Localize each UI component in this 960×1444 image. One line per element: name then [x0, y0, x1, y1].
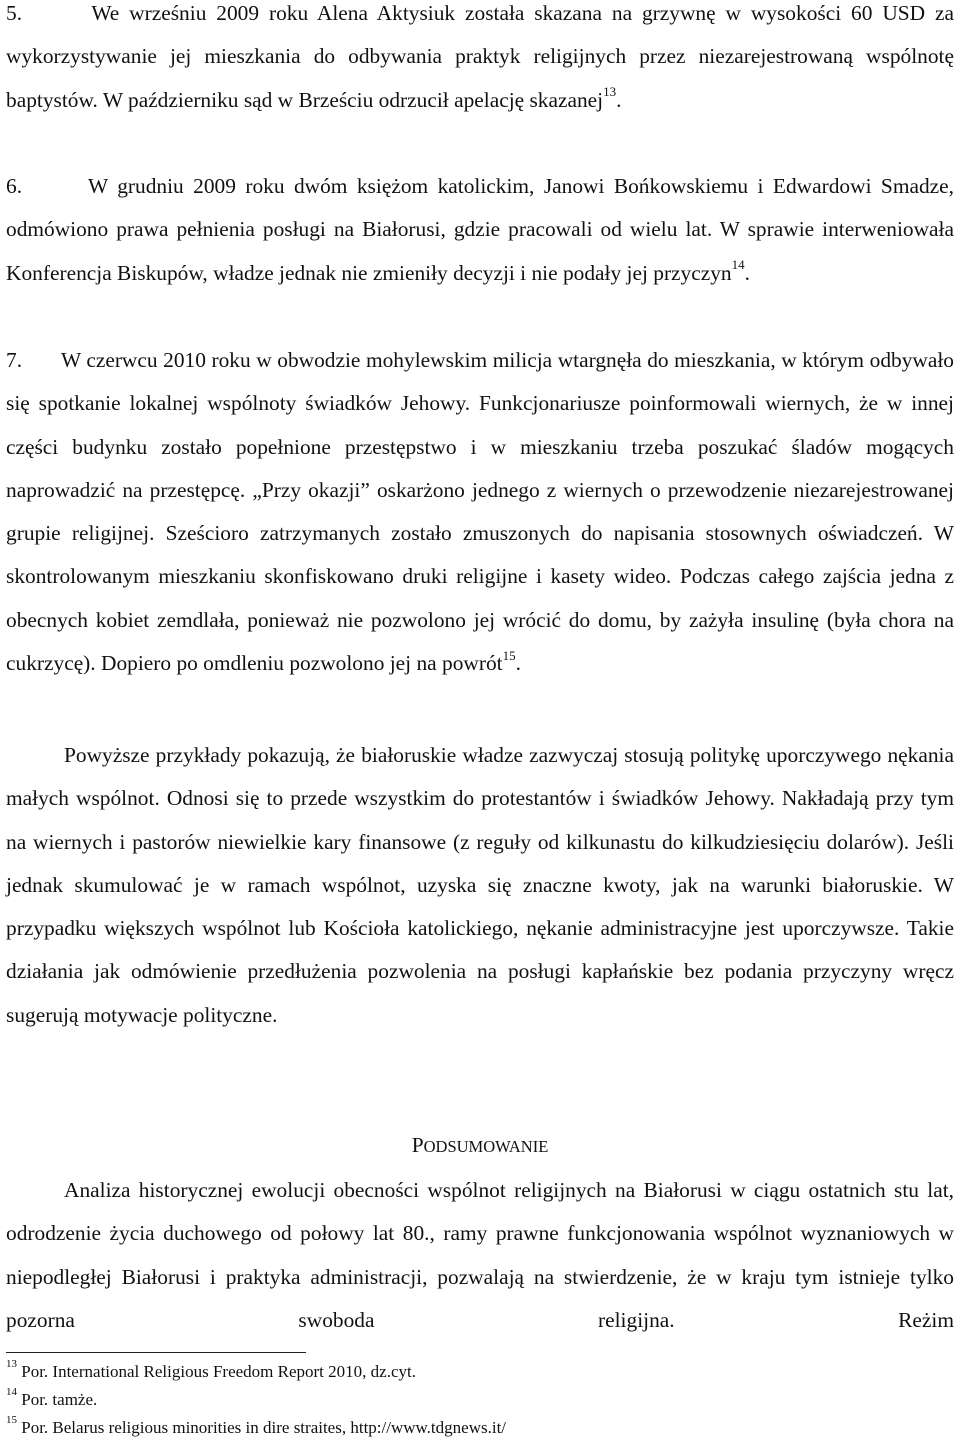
- footnote-14: [6, 1386, 98, 1411]
- footnote-13: [6, 1358, 416, 1383]
- list-item-6: [6, 165, 954, 295]
- heading-initial: P: [411, 1133, 424, 1157]
- item-number: 7.: [6, 348, 23, 372]
- list-item-5: [6, 0, 954, 122]
- item-end: .: [616, 87, 622, 112]
- section-heading: [0, 1130, 960, 1162]
- footnote-15: [6, 1414, 507, 1439]
- footnote-separator: [6, 1352, 306, 1353]
- item-number: 6.: [6, 174, 23, 198]
- item-text: W czerwcu 2010 roku w obwodzie mohylewskim milicja wtargnęła do mieszkania, w którym odbywało się spotkanie lokalnej wspólnoty świadków Jehowy. Funkcjonariusze poinformowali wiernych, że w innej części budynku zostało popełnione przestępstwo i w mieszkaniu trzeba poszukać śladów mogących naprowadzić na przestępcę. „Przy okazji” oskarżono jednego z wiernych o przewodzenie niezarejestrowanej grupie religijnej. Sześcioro zatrzymanych zostało zmuszonych do napisania stosownych oświadczeń. W skontrolowanym mieszkaniu skonfiskowano druki religijne i kasety wideo. Podczas całego zajścia jedna z obecnych kobiet zemdlała, ponieważ nie pozwolono jej wrócić do domu, by zażyła insulinę (była chora na cukrzycę). Dopiero po omdleniu pozwolono jej na powrót: [6, 348, 954, 676]
- item-end: .: [515, 651, 521, 676]
- footnote-text: Por. tamże.: [21, 1390, 98, 1409]
- footnote-text: Por. International Religious Freedom Report 2010, dz.cyt.: [21, 1362, 416, 1381]
- list-item-7: [6, 339, 954, 685]
- item-text: W grudniu 2009 roku dwóm księżom katolickim, Janowi Bońkowskiemu i Edwardowi Smadze, odmówiono prawa pełnienia posługi na Białorusi, gdzie pracowali od wielu lat. W sprawie interweniowała Konferencja Biskupów, władze jednak nie zmieniły decyzji i nie podały jej przyczyn: [6, 174, 954, 285]
- footnote-text: Por. Belarus religious minorities in dire straites, http://www.tdgnews.it/: [21, 1418, 507, 1437]
- heading-rest: ODSUMOWANIE: [423, 1137, 549, 1156]
- footnote-ref-13: 13: [603, 84, 617, 100]
- footnote-number: 14: [6, 1386, 17, 1399]
- item-text: We wrześniu 2009 roku Alena Aktysiuk została skazana na grzywnę w wysokości 60 USD za wykorzystywanie jej mieszkania do odbywania praktyk religijnych przez niezarejestrowaną wspólnotę baptystów. W październiku sąd w Brześciu odrzucił apelację skazanej: [6, 1, 955, 112]
- footnote-number: 13: [6, 1358, 17, 1371]
- footnote-number: 15: [6, 1414, 17, 1427]
- item-number: 5.: [6, 1, 23, 25]
- summary-paragraph: Powyższe przykłady pokazują, że białoruskie władze zazwyczaj stosują politykę uporczywego nękania małych wspólnot. Odnosi się to przede wszystkim do protestantów i świadków Jehowy. Nakładają przy tym na wiernych i pastorów niewielkie kary finansowe (z reguły od kilkunastu do kilkudziesięciu dolarów). Jeśli jednak skumulować je w ramach wspólnot, uzyska się znaczne kwoty, jak na warunki białoruskie. W przypadku większych wspólnot lub Kościoła katolickiego, nękanie administracyjne jest uporczywsze. Takie działania jak odmówienie przedłużenia pozwolenia na posługi kapłańskie bez podania przyczyny wręcz sugerują motywacje polityczne.: [6, 743, 954, 1027]
- item-end: .: [744, 260, 750, 285]
- footnote-ref-14: 14: [731, 257, 745, 273]
- footnote-ref-15: 15: [502, 647, 516, 663]
- conclusion-paragraph: Analiza historycznej ewolucji obecności wspólnot religijnych na Białorusi w ciągu ostatnich stu lat, odrodzenie życia duchowego od połowy lat 80., ramy prawne funkcjonowania wspólnot wyznaniowych w niepodległej Białorusi i praktyka administracji, pozwalają na stwierdzenie, że w kraju tym istnieje tylko pozorna swoboda religijna. Reżim: [6, 1178, 954, 1332]
